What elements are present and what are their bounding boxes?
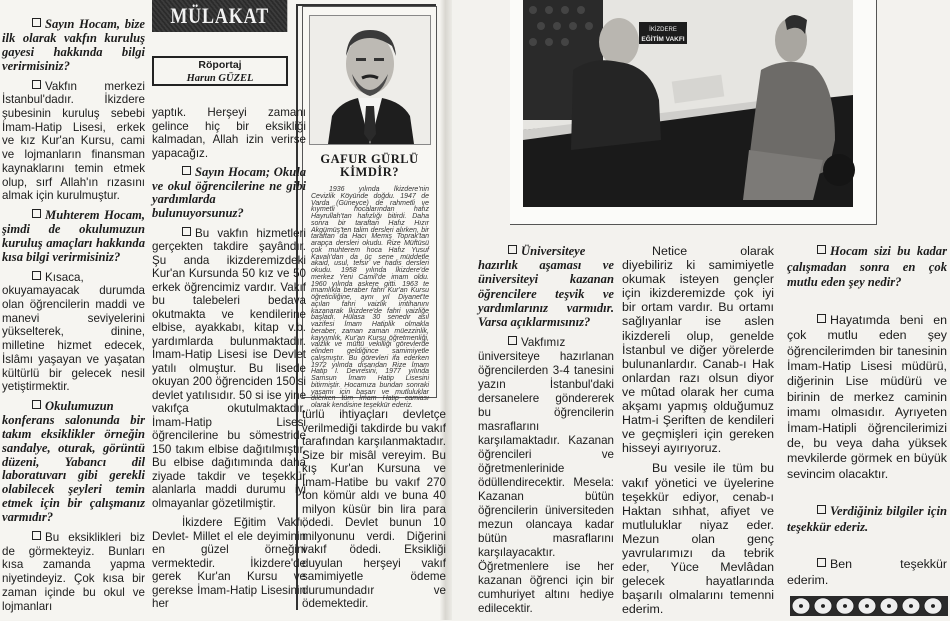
paragraph: yaptık. Herşeyi zamanı gelince hiç bir eksikliği kalmadan, Allah izin verirse yapacağız. [152, 106, 306, 160]
question: Sayın Hocam, bize ilk olarak vakfın kuruluş gayesi hakkında bilgi verirmisiniz? [2, 17, 145, 73]
square-bullet-icon [32, 209, 41, 218]
answer: Hayatımda beni en çok mutlu eden şey öğrencilerimden bir tanesinin İmam-Hatip Lisesi müdürü, diğerinin Lise müdürü ve birinin de merkez caminin imamı olmasıdır. Ayrıyeten İmam-Hatipli öğrencilerimizi de, bu veya daha yüksek mevkilerde görmek en büyük sevincim olacaktır. [787, 312, 947, 481]
answer: Vakfımız üniversiteye hazırlanan öğrencilerden 3-4 tanesini yazın İstanbul'daki dersanelere göndererek bu öğrencilerin masraflarını karşılamaktadır. Kazanan öğrencileri ve öğretmenlerinide ödüllendirecektir. Mesela: Kazanan bütün öğrencilerin üniversiteden mezun olancaya kadar bütün masraflarını karşılayacaktır. Öğretmenlere ise her kazanan öğrenci için bir cumhuriyet altını hediye edilecektir. [478, 336, 614, 616]
question: Hocam sizi bu kadar çalışmadan sonra en çok mutlu eden şey nedir? [787, 244, 947, 290]
column-3 [302, 408, 446, 616]
byline-author: Harun GÜZEL [186, 73, 254, 84]
section-masthead: MÜLAKAT [152, 0, 287, 32]
question: Sayın Hocam; Okula ve okul öğrencilerine ne gibi yardımlarda bulunuyorsunuz? [152, 165, 306, 221]
byline-box [152, 56, 288, 86]
answer: Bu vakfın hizmetleri gerçekten takdire şayândır. Şu anda ikizderemizdeki Kur'an Kursunda 50 kız ve 50 erkek öğrencimiz vardır. Vakıf bu talebeleri bedava okutmakta ve kendilerine elbise, ayakkabı, kitap v.b. yardımlarda bulunmaktadır. İmam-Hatip Lisesi ise Devlet yatılı olmuştur. Bu lisede okuyan 200 öğrenciden 150'si devlet yatılısıdır. 50 si ise yine vakıfça okutulmaktadır. İmam-Hatip Lisesi öğrencilerine bu sömestride 150 takım elbise dağıtılmıştır. Bu elbise dağıtımında daha ziyade takdir ve teşekkür alanlarla maddi durumu iyi olmayanlar gözetilmiştir. [152, 226, 307, 510]
question: Verdiğiniz bilgiler için teşekkür ederiz. [787, 504, 947, 534]
bio-title-line: GAFUR GÜRLÜ [320, 152, 419, 166]
square-bullet-icon [508, 245, 517, 254]
bio-text: 1936 yılında İkizdere'nin Cevizlik Köyünde doğdu. 1947 de Varda (Güneyce) de rahmetli ve kıymetli hocalarından hafız Hayrullah'tan hafızlığı bitirdi. Daha sonra bir taraftan Hafız Hızır Akgümüş'ten talim dersleri alırken, bir taraftan da Hacı Memiş Toprak'tan arapça dersleri okudu. Rize Müftüsü çok muhterem hoca Hafız Yusuf Kavalı'dan da üç sene müddetle akaid, usul, tefsir ve hadis dersleri okudu. 1958 yılında İkizdere'de merkez Yeni Camiî'de imam oldu. 1960 yılında askere gitti. 1963 te imamlıkla beraber fahri Kur'an Kursu öğreticiliğine, aynı yıl Diyanet'te açılan fahri vaizlik imtihanını kazanarak İkizdere'de fahri vaizliğe başladı. Hülasa 30 senedir asıl vazifesi İmam Hatiplik olmakla beraber, zaman zaman müezzinlik, kayyımlık, Kur'an Kursu öğretmenliği, vaizlik ve müftü vekilliği görevlerde elinden geldiğince samimiyetle çalışmıştır. Bu görevleri ifa ederken 1972 yılında dışarıdan Rize İmam Hatip I. Devresini, 1977 yılında Samsun İmam Hatip Lisesini bitirmiştir. Hocamıza bundan sonraki yaşamı için başarı ve mutluluklar dilerken tüm İmam Hatip camiası olarak kendisine teşekkür ederiz. [311, 186, 429, 409]
answer: Kısaca, okuyamayacak durumda olan öğrencilerin maddi ve manevi seviyelerini yükselterek, dinine, milletine hizmet edecek, İslâmı yaşayan ve yaşatan kültürlü bir gelecek nesil yetiştirmektir. [2, 270, 145, 394]
bio-title-line: KİMDİR? [339, 165, 400, 179]
question: Üniversiteye hazırlık aşaması ve üniversiteyi kazanan öğrencilere teşvik ve yardımlarınız varmıdır. Varsa açıklarmısınız? [478, 244, 614, 330]
interview-photo [523, 0, 853, 207]
paragraph: Netice olarak diyebiliriz ki samimiyetle okumak isteyen gençler için ikizderemizde çok iyi bir ortam vardır. Bu ortamı sağlıyanlar ise aslen ikizdereli olup, genelde İstanbul ve diğer yörelerde bulunanlardır. Canab-ı Hak onlardan razı olsun diyor ve mûtad olarak her cuma akşamı yapmış olduğumuz Hatm-i Şeriften de kendileri ve geçmişleri için gereken hisseyi ayırıyoruz. [622, 244, 774, 456]
square-bullet-icon [817, 314, 826, 323]
answer: Ben teşekkür ederim. [787, 557, 947, 587]
byline-label: Röportaj [198, 59, 242, 71]
square-bullet-icon [32, 531, 41, 540]
column-1 [2, 18, 145, 616]
question: Muhterem Hocam, şimdi de okulumuzun kuruluş amaçları hakkında kısa bilgi verirmisiniz? [2, 207, 145, 264]
square-bullet-icon [32, 271, 41, 280]
answer: Bu eksiklikleri biz de görmekteyiz. Bunları kısa zamanda yapma niyetindeyiz. Çok kısa bir zaman içinde bu okul ve lojmanları [2, 531, 145, 613]
photo-sign-line: EĞİTİM VAKFI [641, 36, 685, 43]
square-bullet-icon [817, 505, 826, 514]
square-bullet-icon [32, 18, 41, 27]
photo-sign-line: İKİZDERE [649, 27, 677, 33]
paragraph: türlü ihtiyaçları devletçe verilmediği takdirde bu vakıf tarafından karşılanmaktadır. Size bir misâl vereyim. Bu kış Kur'an Kursuna ve İmam-Hatibe bu vakıf 270 ton kömür aldı ve buna 40 milyon küsür bin lira para ödedi. Devlet bunun 10 milyonunu verdi. Diğerini vakıf ödedi. Eksikliği duyulan herşeyi vakıf samimiyetle ödeme durumundadır ve ödemektedir. [302, 408, 446, 610]
paragraph: Bu vesile ile tüm bu vakıf yönetici ve üyelerine teşekkür ediyor, cenab-ı Haktan sıhhat, afiyet ve mutluluklar niyaz eder. Mezun olan genç yavrularımızı da tebrik eder, Yüce Mevlâdan gelecek hayatlarında başarılı olmalarını temenni ederim. [622, 461, 774, 617]
bio-title [303, 153, 436, 179]
end-ornament [790, 596, 948, 616]
photo-frame [510, 0, 877, 225]
square-bullet-icon [817, 558, 826, 567]
square-bullet-icon [32, 400, 41, 409]
square-bullet-icon [182, 227, 191, 236]
square-bullet-icon [32, 80, 41, 89]
question: Okulumuzun konferans salonunda bir takım eksiklikler örneğin sandalye, oturak, görüntü düzeni, Yabancı dil laboratuvarı gibi gerekli olabilecek şeyleri temin etmek için bir çalışmanız varmıdır? [2, 398, 145, 525]
portrait-photo [309, 15, 431, 145]
column-5 [622, 244, 774, 616]
square-bullet-icon [508, 336, 517, 345]
square-bullet-icon [817, 245, 826, 254]
square-bullet-icon [182, 166, 191, 175]
answer: Vakfın merkezi İstanbul'dadır. İkizdere şubesinin kuruluş sebebi İmam-Hatip Lisesi, erkek ve kız Kur'an Kursu, cami ve lojmanların finansman kaynaklarını temin etmek olup, sırf Allah'ın rızasını almak için kurulmuştur. [2, 79, 145, 203]
column-2 [152, 106, 306, 616]
column-6 [787, 244, 947, 593]
column-4 [478, 244, 614, 616]
paragraph: İkizdere Eğitim Vakfı, Devlet- Millet el ele deyiminin en güzel örneğini vermektedir. İkizdere'de gerek Kur'an Kursu ve gerekse İmam-Hatip Lisesinin her [152, 516, 306, 611]
bio-sidebar [302, 6, 437, 409]
